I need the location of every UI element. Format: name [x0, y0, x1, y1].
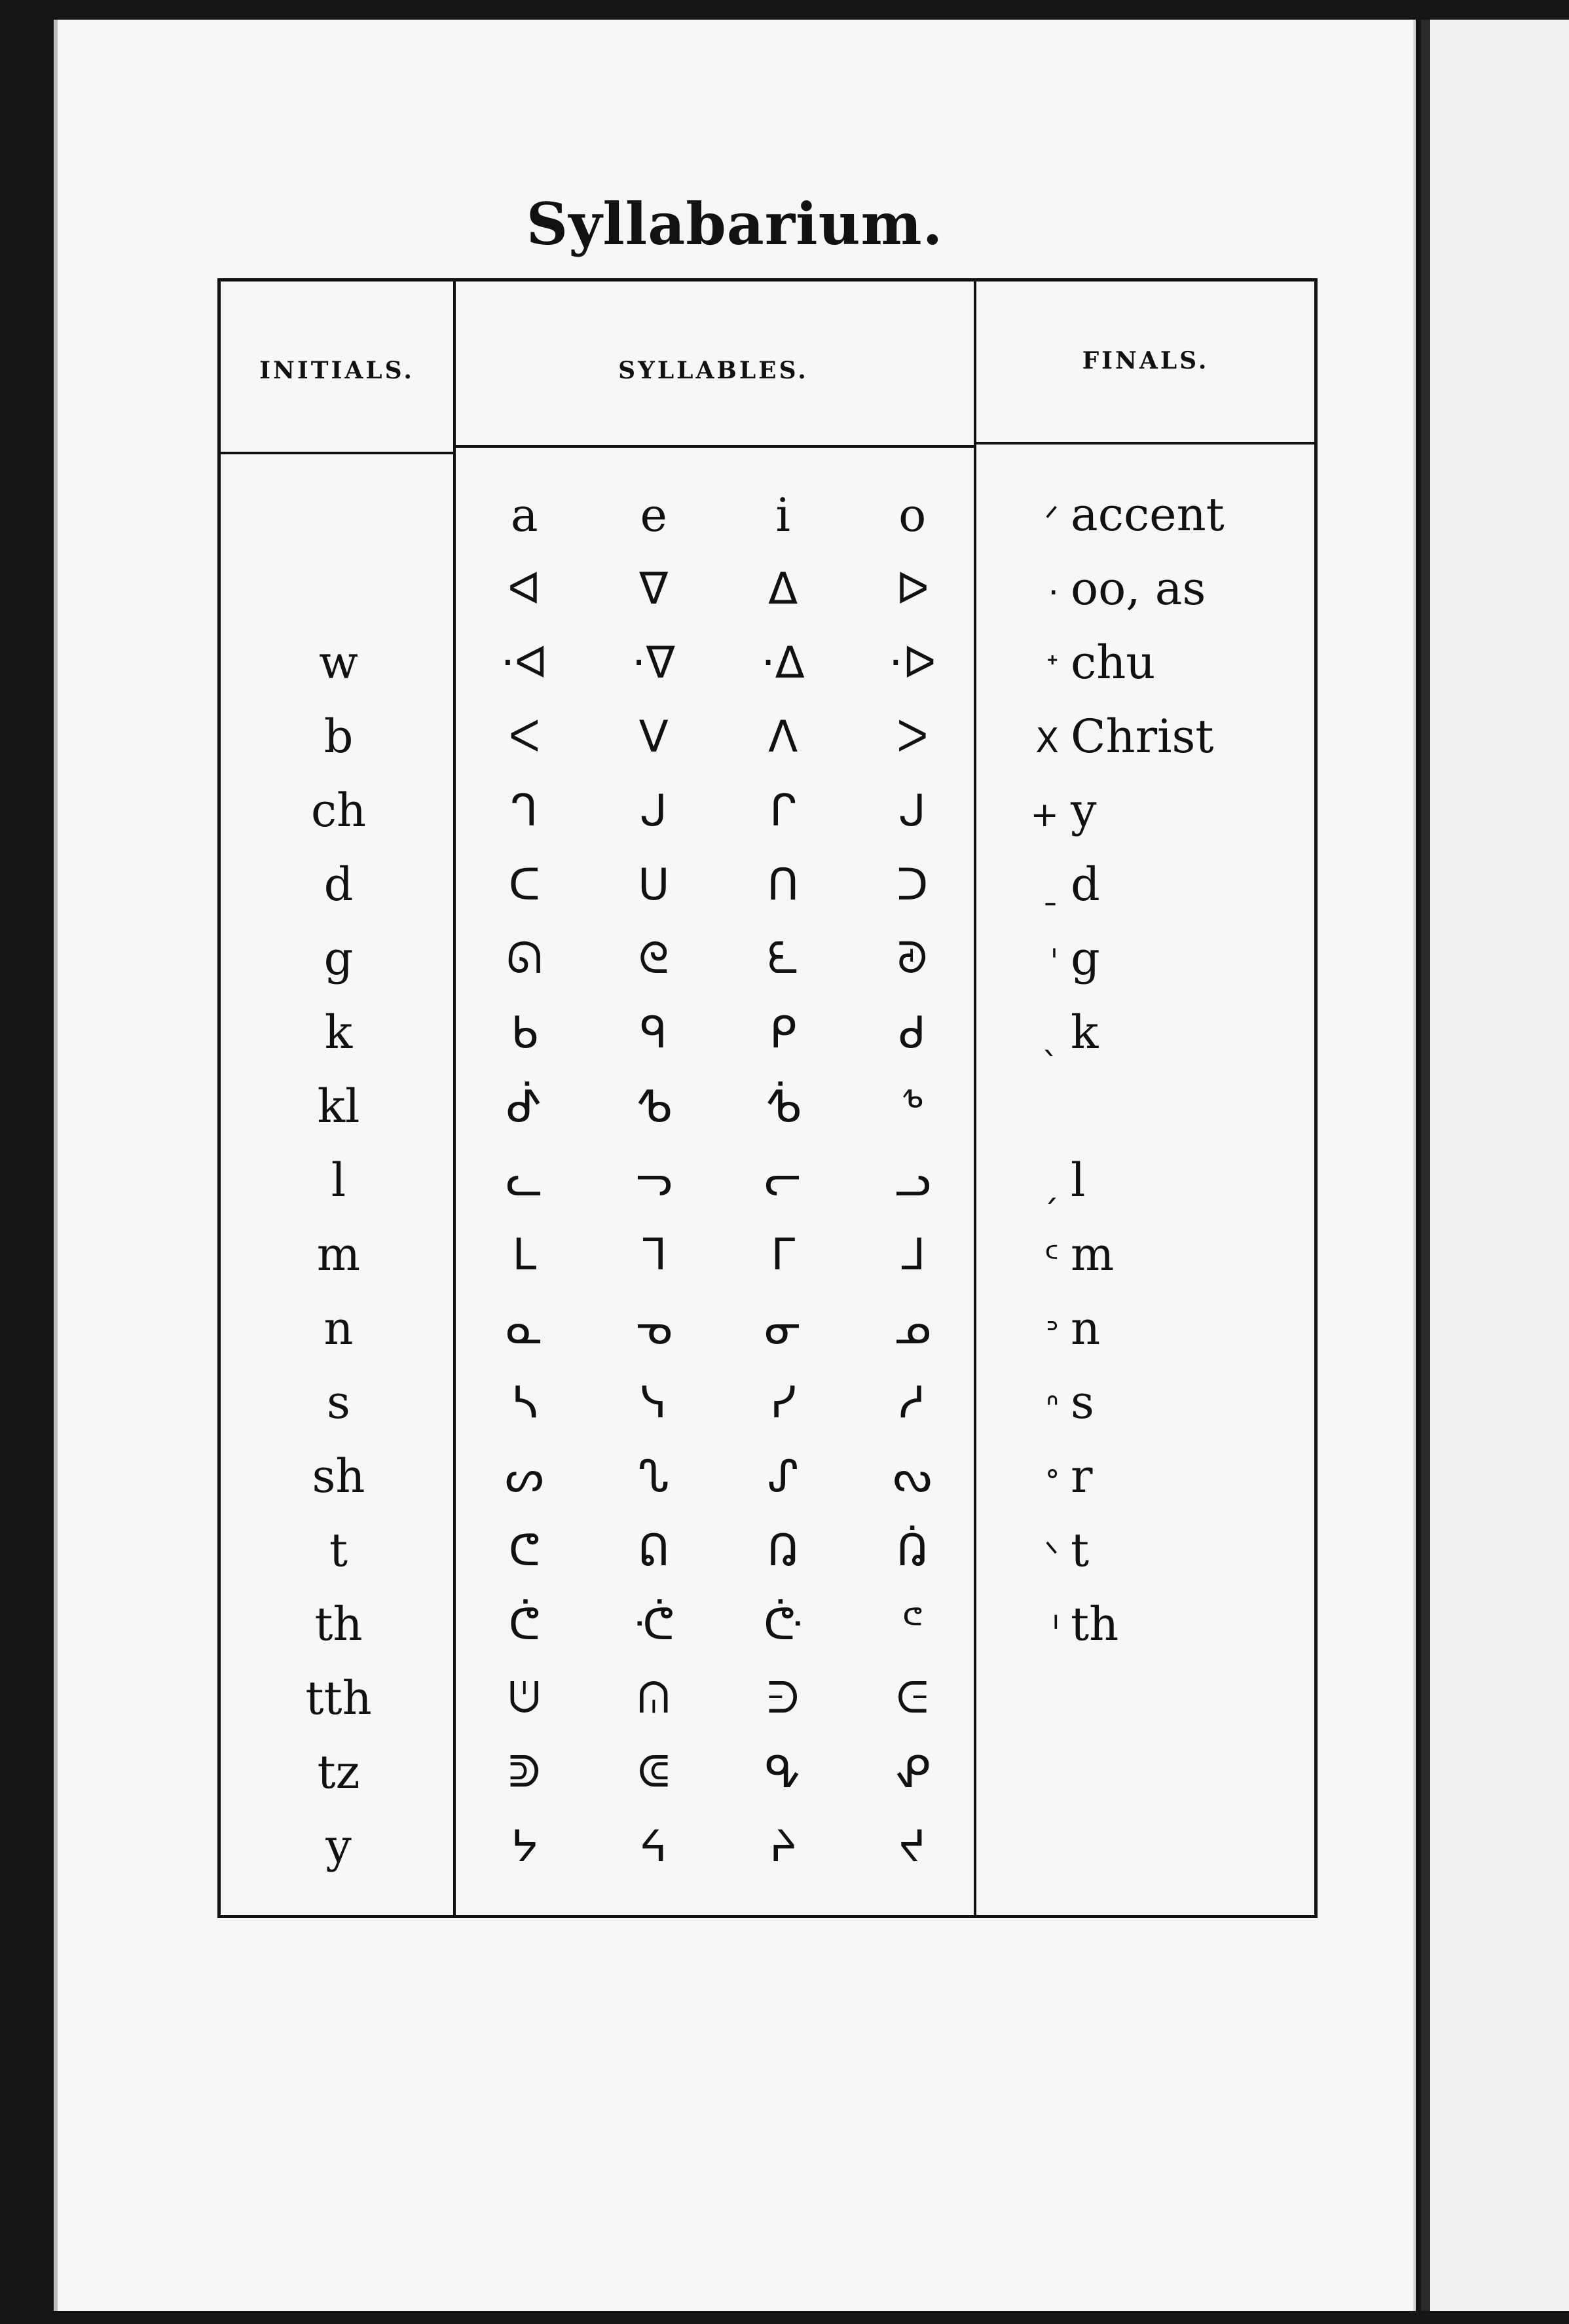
syllable-glyph: ᒣ	[640, 1229, 667, 1280]
final-sound: m	[1071, 1227, 1115, 1281]
final-entry	[980, 922, 1318, 996]
book-page	[54, 20, 1416, 2311]
initial-cell: s	[327, 1375, 350, 1429]
header-rule	[221, 452, 453, 454]
syllable-glyph: ᕸ	[506, 1081, 543, 1132]
final-sound: accent	[1071, 488, 1225, 541]
syllable-row	[460, 922, 977, 996]
final-sound: oo, as	[1071, 562, 1206, 615]
syllable-row	[460, 774, 977, 848]
final-sound: k	[1071, 1006, 1099, 1059]
syllable-glyph: ᒧ	[899, 1229, 926, 1280]
syllable-glyph: ᕡ	[767, 1525, 799, 1576]
syllable-glyph: ᕵ	[894, 1747, 931, 1798]
final-entry	[980, 700, 1318, 774]
syllable-glyph: ᓱ	[899, 1377, 926, 1428]
final-entry	[980, 1218, 1318, 1292]
syllable-glyph: ᔨ	[769, 1821, 797, 1872]
final-symbol: ᑦ	[1044, 1239, 1059, 1279]
final-sound: l	[1071, 1153, 1086, 1207]
syllable-glyph: ᑫ	[640, 1008, 667, 1058]
syllable-glyph: ᒍ	[640, 786, 667, 836]
syllable-glyph: ᓚ	[506, 1155, 543, 1206]
initial-cell: th	[314, 1597, 363, 1651]
syllable-glyph: ᘑ	[897, 933, 928, 983]
initial-cell: tz	[317, 1745, 360, 1799]
final-symbol: ᑊ	[1052, 1609, 1059, 1648]
syllable-glyph: ᕪ	[901, 1599, 924, 1650]
syllable-row	[460, 1292, 977, 1366]
syllable-glyph: ᕮ	[896, 1673, 929, 1723]
syllable-glyph: ᓂ	[764, 1303, 802, 1354]
final-entry	[980, 996, 1318, 1070]
final-entry	[980, 1144, 1318, 1218]
final-symbol: ˍ	[1042, 869, 1059, 909]
syllable-glyph: ᐊ	[508, 564, 542, 614]
initial-cell: y	[325, 1819, 352, 1873]
syllable-row	[460, 1661, 977, 1735]
syllable-glyph: ᔑ	[767, 1451, 799, 1502]
syllable-row	[460, 1366, 977, 1440]
vowel-label: i	[775, 488, 790, 542]
vowel-header-row	[460, 478, 977, 552]
syllable-glyph: ·ᐃ	[761, 638, 805, 688]
final-symbol: ᕀ	[1045, 647, 1059, 687]
syllable-glyph: ·ᐊ	[500, 638, 548, 688]
syllable-glyph: ᔕ	[505, 1451, 544, 1502]
final-symbol: ·	[1048, 573, 1059, 613]
final-sound: t	[1071, 1523, 1090, 1577]
syllable-glyph: ᕦ	[508, 1525, 540, 1576]
final-symbol: X	[1035, 721, 1059, 761]
initial-cell: ch	[310, 784, 367, 837]
final-sound: g	[1071, 932, 1100, 985]
initial-cell	[221, 552, 456, 626]
final-entry	[980, 478, 1318, 552]
final-entry	[980, 626, 1318, 700]
final-entry	[980, 552, 1318, 626]
syllable-glyph: ᕠ	[638, 1525, 670, 1576]
final-entry	[980, 1440, 1318, 1514]
syllable-glyph: ᔦ	[640, 1821, 667, 1872]
syllables-grid	[460, 478, 977, 1883]
syllable-glyph: ᓇ	[506, 1303, 543, 1354]
syllable-row	[460, 1735, 977, 1809]
syllable-row	[460, 996, 977, 1070]
syllable-glyph: ᐃ	[768, 564, 798, 614]
syllable-glyph: ᑎ	[767, 860, 799, 910]
final-sound: Christ	[1071, 710, 1214, 763]
final-entry	[980, 848, 1318, 922]
syllable-glyph: ᓓ	[635, 1155, 673, 1206]
syllable-row	[460, 1144, 977, 1218]
syllable-glyph: ᐳ	[896, 712, 929, 762]
syllable-glyph: ᑯ	[898, 1008, 926, 1058]
final-entry	[980, 1366, 1318, 1440]
initial-cell: n	[323, 1301, 354, 1355]
syllable-glyph: ᕻ	[900, 1081, 925, 1132]
syllable-glyph: ᘍ	[767, 933, 799, 983]
syllable-row	[460, 1514, 977, 1588]
syllable-glyph: ᑐ	[896, 860, 929, 910]
header-rule	[974, 442, 1318, 445]
final-symbol: ˏ	[1042, 1165, 1059, 1205]
syllable-row	[460, 1440, 977, 1514]
final-symbol: ᐢ	[1045, 1387, 1059, 1426]
syllable-glyph: ᕴ	[765, 1747, 802, 1798]
syllable-row	[460, 626, 977, 700]
syllable-glyph: ᓗ	[894, 1155, 931, 1206]
syllable-glyph: ᐸ	[508, 712, 540, 762]
syllable-glyph: ᐅ	[895, 564, 929, 614]
final-symbol: ᐣ	[1045, 1313, 1059, 1353]
vowel-label: o	[898, 488, 927, 542]
syllable-glyph: ᕩ	[764, 1599, 803, 1650]
syllable-glyph: ᒪ	[512, 1229, 537, 1280]
syllable-row	[460, 848, 977, 922]
syllable-glyph: ᑲ	[511, 1008, 538, 1058]
syllable-row	[460, 700, 977, 774]
vowel-label: e	[640, 488, 667, 542]
initial-cell: d	[323, 858, 354, 911]
final-entry	[980, 1588, 1318, 1661]
final-symbol: +	[1030, 795, 1059, 835]
syllable-glyph: ᕨ	[633, 1599, 674, 1650]
final-sound: chu	[1071, 636, 1156, 689]
initial-cell	[221, 478, 456, 552]
final-entry	[980, 1070, 1318, 1144]
header-rule	[453, 445, 974, 448]
initial-cell: l	[331, 1153, 346, 1207]
final-sound: y	[1071, 784, 1097, 837]
final-sound: d	[1071, 858, 1100, 911]
final-symbol: ˎ	[1042, 1017, 1059, 1057]
syllable-glyph: ᐁ	[638, 564, 669, 614]
final-entry	[980, 774, 1318, 848]
syllable-glyph: ·ᐅ	[889, 638, 936, 688]
syllable-glyph: ᕣ	[896, 1525, 929, 1576]
syllable-glyph: ᐱ	[768, 712, 798, 762]
vowel-label: a	[510, 488, 538, 542]
syllable-glyph: ᑭ	[769, 1008, 797, 1058]
syllable-glyph: ᕫ	[508, 1673, 541, 1723]
final-entry	[980, 1514, 1318, 1588]
syllable-row	[460, 552, 977, 626]
initial-cell: t	[329, 1523, 348, 1577]
finals-column	[980, 478, 1318, 1661]
syllable-glyph: ᓕ	[764, 1155, 802, 1206]
header-initials: INITIALS.	[259, 357, 415, 384]
syllable-row	[460, 1070, 977, 1144]
syllable-glyph: ᔐ	[638, 1451, 669, 1502]
facing-page-edge	[1421, 20, 1569, 2311]
syllable-glyph: ᘓ	[638, 933, 669, 983]
syllable-glyph: ᔓ	[893, 1451, 932, 1502]
final-sound: r	[1071, 1449, 1093, 1503]
syllable-glyph: ᓀ	[635, 1303, 673, 1354]
page-title: Syllabarium.	[526, 190, 944, 258]
syllable-glyph: ᒉ	[511, 786, 538, 836]
syllable-glyph: ᔪ	[898, 1821, 926, 1872]
final-symbol: ᐠ	[1044, 1535, 1059, 1574]
syllable-glyph: ᕺ	[765, 1081, 802, 1132]
syllable-glyph: ᕳ	[637, 1747, 670, 1797]
initial-cell: tth	[305, 1671, 372, 1725]
syllable-glyph: ᔭ	[511, 1821, 538, 1872]
initial-cell: kl	[317, 1080, 360, 1133]
header-syllables: SYLLABLES.	[618, 357, 809, 384]
header-finals: FINALS.	[1082, 347, 1209, 374]
syllable-glyph: ᕬ	[637, 1673, 670, 1723]
syllable-row	[460, 1588, 977, 1661]
syllable-glyph: ᒥ	[771, 1229, 796, 1280]
final-sound: s	[1071, 1375, 1094, 1429]
syllable-glyph: ᕭ	[767, 1673, 800, 1723]
syllable-glyph: ·ᐁ	[632, 638, 676, 688]
syllable-glyph: ᕹ	[635, 1081, 672, 1132]
initial-cell: b	[323, 710, 354, 763]
initial-cell: m	[316, 1227, 361, 1281]
syllable-glyph: ᐯ	[638, 712, 669, 762]
syllable-glyph: ᓭ	[640, 1377, 667, 1428]
initial-cell: sh	[312, 1449, 365, 1503]
syllabarium-table	[217, 278, 1318, 1918]
final-entry	[980, 1292, 1318, 1366]
initial-cell: k	[324, 1006, 353, 1059]
syllable-glyph: ᑌ	[638, 860, 670, 910]
syllable-glyph: ᕧ	[508, 1599, 540, 1650]
final-symbol: ᐟ	[1044, 499, 1059, 539]
final-sound: th	[1071, 1597, 1119, 1651]
syllable-glyph: ᓴ	[511, 1377, 538, 1428]
final-symbol: ˈ	[1049, 943, 1059, 983]
syllable-row	[460, 1809, 977, 1883]
syllable-row	[460, 1218, 977, 1292]
final-sound: n	[1071, 1301, 1101, 1355]
final-symbol: ᐤ	[1045, 1461, 1059, 1500]
syllable-glyph: ᕲ	[508, 1747, 541, 1797]
initials-column	[221, 478, 456, 1883]
syllable-glyph: ᒋ	[769, 786, 797, 836]
book-gutter	[1421, 20, 1430, 2311]
syllable-glyph: ᑕ	[508, 860, 540, 910]
syllable-glyph: ᓄ	[894, 1303, 931, 1354]
syllable-glyph: ᓯ	[769, 1377, 796, 1428]
syllable-glyph: ᒍ	[898, 786, 926, 836]
syllable-glyph: ᘏ	[506, 933, 543, 983]
initial-cell: w	[319, 636, 358, 689]
initial-cell: g	[323, 932, 354, 985]
